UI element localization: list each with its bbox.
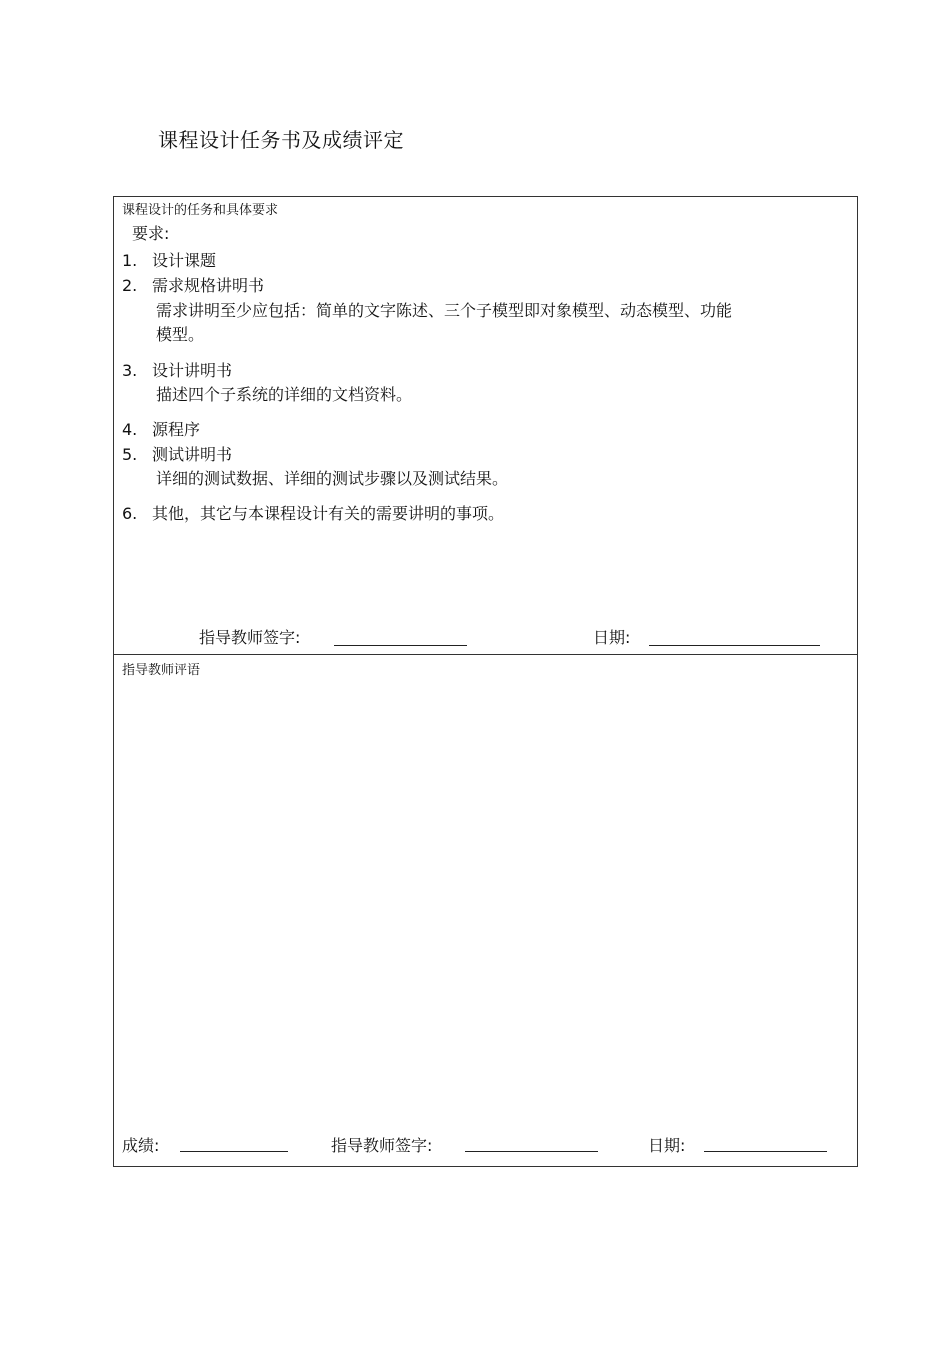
requirement-item-1 bbox=[122, 248, 216, 271]
comment-section-heading: 指导教师评语 bbox=[122, 663, 201, 678]
form-table bbox=[113, 196, 858, 1167]
item-text: 设计课题 bbox=[152, 251, 217, 270]
item-number: 4. bbox=[122, 420, 138, 439]
item-text: 源程序 bbox=[152, 420, 201, 439]
document-title: 课程设计任务书及成绩评定 bbox=[158, 128, 404, 152]
requirement-item-6 bbox=[122, 501, 504, 524]
item-number: 5. bbox=[122, 445, 138, 464]
grade-label: 成绩: bbox=[122, 1136, 160, 1155]
teacher-signature-line[interactable] bbox=[465, 1151, 598, 1152]
requirement-item-5 bbox=[122, 442, 232, 465]
teacher-signature-line[interactable] bbox=[334, 645, 467, 646]
date-label: 日期: bbox=[593, 628, 631, 647]
requirement-item-4 bbox=[122, 417, 200, 440]
item-text: 需求规格讲明书 bbox=[152, 276, 265, 295]
item-number: 2. bbox=[122, 276, 138, 295]
section-divider bbox=[114, 654, 857, 655]
date-label: 日期: bbox=[648, 1136, 686, 1155]
item-detail-line: 描述四个子系统的详细的文档资料。 bbox=[156, 385, 413, 404]
item-number: 6. bbox=[122, 504, 138, 523]
item-detail-line: 需求讲明至少应包括：简单的文字陈述、三个子模型即对象模型、动态模型、功能 bbox=[156, 301, 733, 320]
grade-line[interactable] bbox=[180, 1151, 288, 1152]
teacher-signature-label: 指导教师签字: bbox=[331, 1136, 433, 1155]
item-number: 1. bbox=[122, 251, 138, 270]
requirements-label: 要求: bbox=[132, 224, 170, 243]
item-text: 测试讲明书 bbox=[152, 445, 233, 464]
teacher-signature-label: 指导教师签字: bbox=[199, 628, 301, 647]
item-number: 3. bbox=[122, 361, 138, 380]
date-line[interactable] bbox=[649, 645, 820, 646]
task-section-heading: 课程设计的任务和具体要求 bbox=[122, 203, 279, 218]
item-text: 其他，其它与本课程设计有关的需要讲明的事项。 bbox=[152, 504, 505, 523]
date-line[interactable] bbox=[704, 1151, 827, 1152]
item-detail-line: 模型。 bbox=[156, 325, 205, 344]
item-text: 设计讲明书 bbox=[152, 361, 233, 380]
item-detail-line: 详细的测试数据、详细的测试步骤以及测试结果。 bbox=[156, 469, 509, 488]
requirement-item-3 bbox=[122, 358, 232, 381]
requirement-item-2 bbox=[122, 273, 264, 296]
